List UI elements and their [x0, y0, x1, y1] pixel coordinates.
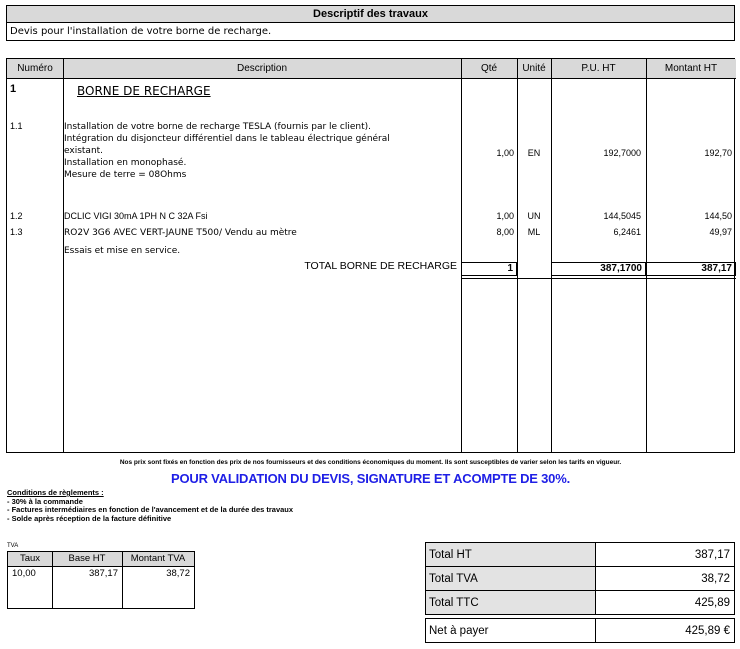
totals-box — [425, 542, 735, 642]
net-to-pay-label: Net à payer — [426, 619, 596, 642]
quote-table — [6, 58, 735, 453]
tva-col-amount: Montant TVA — [122, 552, 194, 567]
col-header-amount: Montant HT — [646, 59, 736, 79]
total-ttc-value: 425,89 — [694, 597, 730, 609]
row-unit: UN — [527, 211, 541, 221]
row-qty: 1,00 — [496, 211, 514, 221]
total-ttc-label: Total TTC — [426, 591, 596, 614]
row-number: 1.1 — [10, 121, 23, 131]
row-description-line: existant. — [64, 146, 104, 156]
col-header-qty: Qté — [461, 59, 517, 79]
column-divider — [551, 59, 552, 452]
condition-item: - Factures intermédiaires en fonction de l'avancement et de la durée des travaux — [7, 505, 294, 514]
row-description-line: DCLIC VIGI 30mA 1PH N C 32A Fsi — [64, 211, 208, 221]
row-description-line: Installation de votre borne de recharge TESLA (fournis par le client). — [64, 122, 372, 132]
column-divider — [646, 59, 647, 452]
col-header-unit: Unité — [517, 59, 551, 79]
section-title: BORNE DE RECHARGE — [77, 84, 211, 98]
total-qty: 1 — [461, 262, 517, 276]
row-description-line: RO2V 3G6 AVEC VERT-JAUNE T500/ Vendu au mètre — [64, 228, 297, 238]
row-description-line: Mesure de terre = 08Ohms — [64, 170, 187, 180]
total-ht-value: 387,17 — [694, 549, 730, 561]
total-ttc-row — [425, 590, 735, 615]
total-label: TOTAL BORNE DE RECHARGE — [304, 260, 457, 272]
row-unit: ML — [527, 227, 541, 237]
condition-item: - 30% à la commande — [7, 496, 83, 506]
total-amount: 387,17 — [646, 262, 736, 276]
total-ht-row — [425, 542, 735, 567]
net-to-pay-row — [425, 618, 735, 643]
row-amount: 144,50 — [704, 211, 732, 221]
row-unit-price: 192,7000 — [603, 148, 641, 158]
payment-conditions — [7, 489, 293, 523]
validation-callout: POUR VALIDATION DU DEVIS, SIGNATURE ET ACOMPTE DE 30%. — [171, 471, 570, 486]
tva-col-rate: Taux — [8, 552, 52, 567]
tva-col-base: Base HT — [52, 552, 122, 567]
col-header-number: Numéro — [7, 59, 63, 79]
net-to-pay-value: 425,89 € — [685, 625, 730, 637]
tva-amount: 38,72 — [166, 568, 190, 579]
condition-item: - Solde après réception de la facture définitive — [7, 513, 172, 523]
row-number: 1.2 — [10, 211, 23, 221]
section-title: Descriptif des travaux — [7, 6, 734, 23]
service-line: Essais et mise en service. — [64, 246, 181, 256]
quote-intro: Devis pour l'installation de votre borne de recharge. — [10, 26, 272, 37]
conditions-title: Conditions de règlements : — [7, 488, 104, 497]
tva-base: 387,17 — [88, 568, 118, 579]
total-ht-label: Total HT — [426, 543, 596, 566]
row-description-line: Intégration du disjoncteur différentiel dans le tableau électrique général — [64, 134, 390, 144]
row-unit-price: 144,5045 — [603, 211, 641, 221]
column-divider — [52, 552, 53, 608]
price-notice: Nos prix sont fixés en fonction des prix de nos fournisseurs et des conditions économiques du moment. Ils sont susceptibles de varier selon les tarifs en vigueur. — [119, 459, 622, 466]
tva-rate: 10,00 — [12, 568, 36, 579]
total-tva-value: 38,72 — [701, 573, 730, 585]
row-unit: EN — [527, 148, 541, 158]
row-separator — [461, 278, 736, 279]
column-divider — [461, 59, 462, 452]
col-header-description: Description — [63, 59, 461, 79]
section-number: 1 — [10, 83, 17, 95]
column-divider — [517, 59, 518, 452]
tva-label: TVA — [7, 543, 19, 549]
row-unit-price: 6,2461 — [613, 227, 641, 237]
row-qty: 1,00 — [496, 148, 514, 158]
row-qty: 8,00 — [496, 227, 514, 237]
total-tva-row — [425, 566, 735, 591]
tva-table — [7, 551, 195, 609]
row-number: 1.3 — [10, 227, 23, 237]
total-tva-label: Total TVA — [426, 567, 596, 590]
col-header-unit-price: P.U. HT — [551, 59, 646, 79]
row-amount: 192,70 — [704, 148, 732, 158]
total-unit-price: 387,1700 — [551, 262, 646, 276]
row-description-line: Installation en monophasé. — [64, 158, 187, 168]
row-amount: 49,97 — [709, 227, 732, 237]
column-divider — [122, 552, 123, 608]
works-description-header — [6, 5, 735, 41]
